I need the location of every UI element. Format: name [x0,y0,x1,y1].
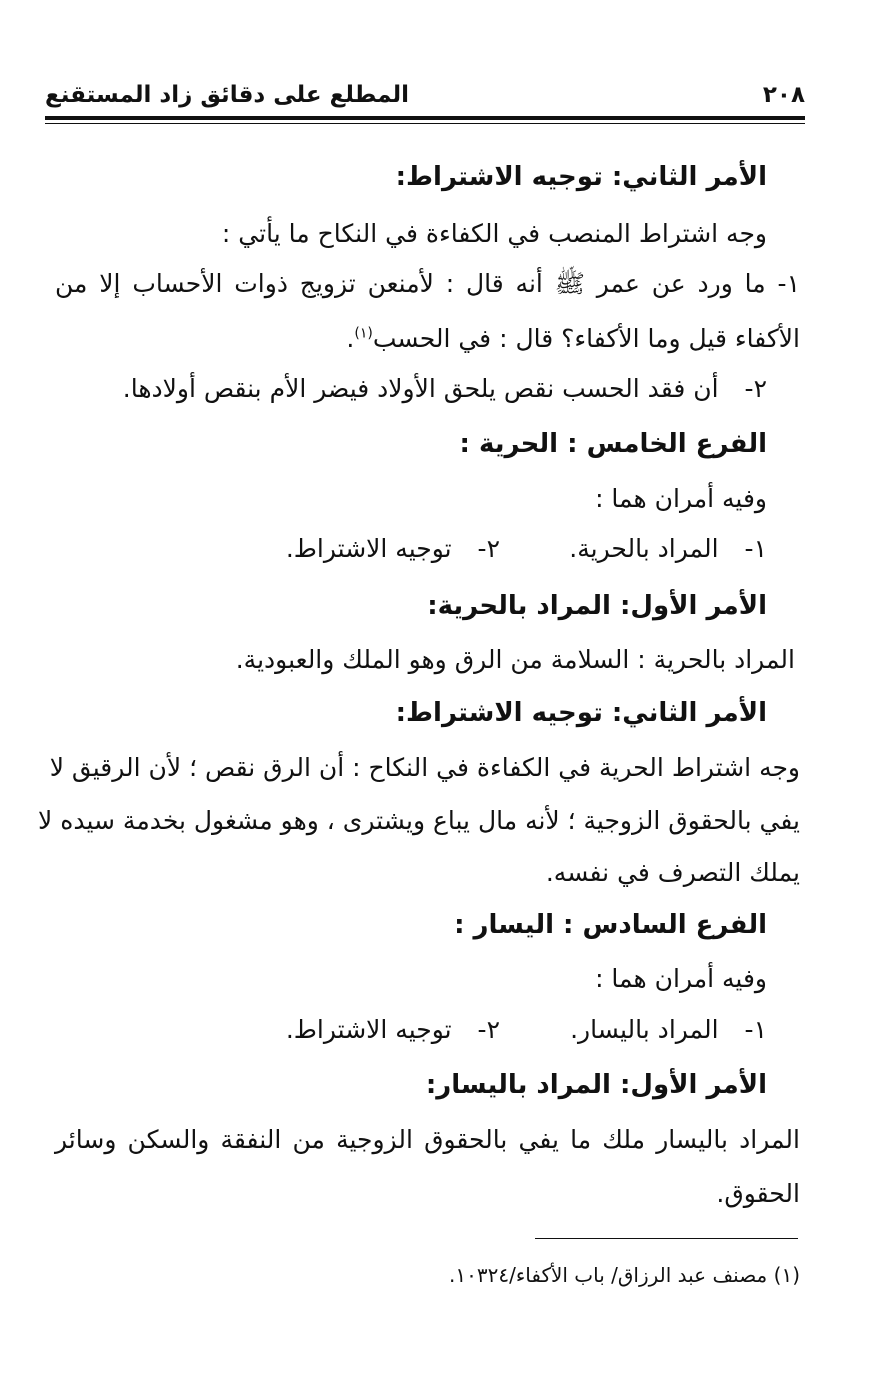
paragraph-line: يملك التصرف في نفسه. [545,858,800,887]
list-item-line [569,531,767,567]
paragraph-line: وجه اشتراط المنصب في الكفاءة في النكاح ما يأتي : [221,219,767,248]
section-heading: الأمر الأول: المراد باليسار: [425,1070,767,1100]
list-item-text: توجيه الاشتراط. [285,1015,452,1044]
list-item-number: ١- [777,269,801,298]
list-item-number: ١- [744,534,767,563]
list-item-line [55,266,800,302]
header-rule-thick [45,116,805,120]
paragraph-line: يفي بالحقوق الزوجية ؛ لأنه مال يباع ويشترى ، وهو مشغول بخدمة سيده لا [38,806,800,835]
footnote-separator [535,1238,798,1239]
paragraph-line: وفيه أمران هما : [595,484,767,513]
paragraph-line: الحقوق. [716,1179,800,1208]
book-title: المطلع على دقائق زاد المستقنع [45,82,410,108]
list-item-text: توجيه الاشتراط. [285,534,452,563]
paragraph-line: وفيه أمران هما : [595,964,767,993]
list-item-text: المراد باليسار. [570,1015,719,1044]
section-heading: الأمر الثاني: توجيه الاشتراط: [395,698,767,728]
page-number: ٢٠٨ [762,82,805,108]
list-item-text: الأكفاء قيل وما الأكفاء؟ قال : في الحسب [372,324,800,353]
running-header [45,80,805,114]
list-item-number: ١- [744,1015,767,1044]
punctuation: . [346,324,355,353]
list-item-line [286,1012,500,1048]
list-item-text: المراد بالحرية. [569,534,719,563]
list-item-line [123,371,767,407]
paragraph-line: المراد باليسار ملك ما يفي بالحقوق الزوجية من النفقة والسكن وسائر [55,1125,800,1154]
list-item-text: ما ورد عن عمر ﷺ أنه قال : لأمنعن تزويج ذوات الأحساب إلا من [55,269,766,298]
footnote-ref: (١) [354,325,373,342]
paragraph-line: المراد بالحرية : السلامة من الرق وهو الملك والعبودية. [235,645,795,674]
list-item-line [286,531,500,567]
list-item-text: أن فقد الحسب نقص يلحق الأولاد فيضر الأم بنقص أولادها. [122,374,719,403]
list-item-line [570,1012,767,1048]
section-heading: الأمر الأول: المراد بالحرية: [427,591,767,621]
section-heading: الأمر الثاني: توجيه الاشتراط: [395,162,767,192]
header-rule-thin [45,123,805,124]
list-item-number: ٢- [477,534,500,563]
list-item-number: ٢- [477,1015,500,1044]
list-item-number: ٢- [744,374,767,403]
paragraph-line: وجه اشتراط الحرية في الكفاءة في النكاح : أن الرق نقص ؛ لأن الرقيق لا [49,753,800,782]
section-heading: الفرع الخامس : الحرية : [459,429,767,459]
footnote: (١) مصنف عبد الرزاق/ باب الأكفاء/١٠٣٢٤. [449,1263,800,1287]
list-item-line [346,321,800,357]
section-heading: الفرع السادس : اليسار : [454,910,767,940]
